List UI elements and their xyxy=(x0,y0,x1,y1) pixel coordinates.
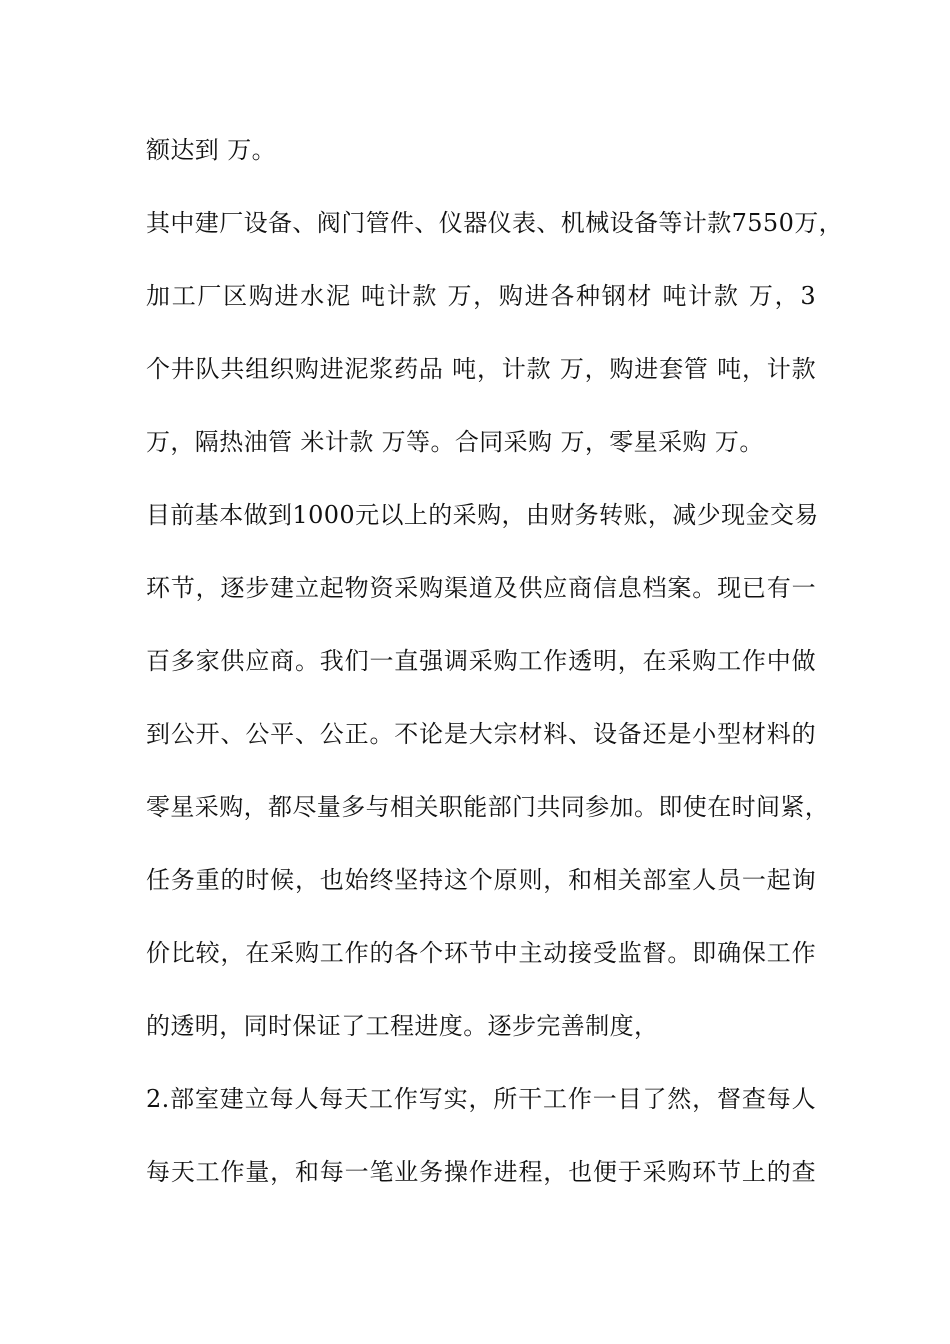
text-line: 目前基本做到1000元以上的采购，由财务转账，减少现金交易 xyxy=(146,501,819,529)
text-line: 百多家供应商。我们一直强调采购工作透明，在采购工作中做 xyxy=(146,647,816,675)
text-line: 价比较，在采购工作的各个环节中主动接受监督。即确保工作 xyxy=(146,939,816,967)
text-line: 万，隔热油管 米计款 万等。合同采购 万，零星采购 万。 xyxy=(146,428,764,456)
text-line: 个井队共组织购进泥浆药品 吨，计款 万，购进套管 吨，计款 xyxy=(146,355,816,383)
text-line: 的透明，同时保证了工程进度。逐步完善制度， xyxy=(146,1012,659,1040)
text-line: 每天工作量，和每一笔业务操作进程，也便于采购环节上的查 xyxy=(146,1158,816,1186)
text-line: 到公开、公平、公正。不论是大宗材料、设备还是小型材料的 xyxy=(146,720,816,748)
text-line: 额达到 万。 xyxy=(146,136,277,164)
text-line: 2.部室建立每人每天工作写实，所干工作一目了然，督查每人 xyxy=(146,1085,816,1113)
text-line: 其中建厂设备、阀门管件、仪器仪表、机械设备等计款7550万， xyxy=(146,209,844,237)
text-line: 零星采购，都尽量多与相关职能部门共同参加。即使在时间紧， xyxy=(146,793,830,821)
text-line: 任务重的时候，也始终坚持这个原则，和相关部室人员一起询 xyxy=(146,866,816,894)
text-line: 加工厂区购进水泥 吨计款 万，购进各种钢材 吨计款 万，3 xyxy=(146,282,816,310)
text-line: 环节，逐步建立起物资采购渠道及供应商信息档案。现已有一 xyxy=(146,574,816,602)
